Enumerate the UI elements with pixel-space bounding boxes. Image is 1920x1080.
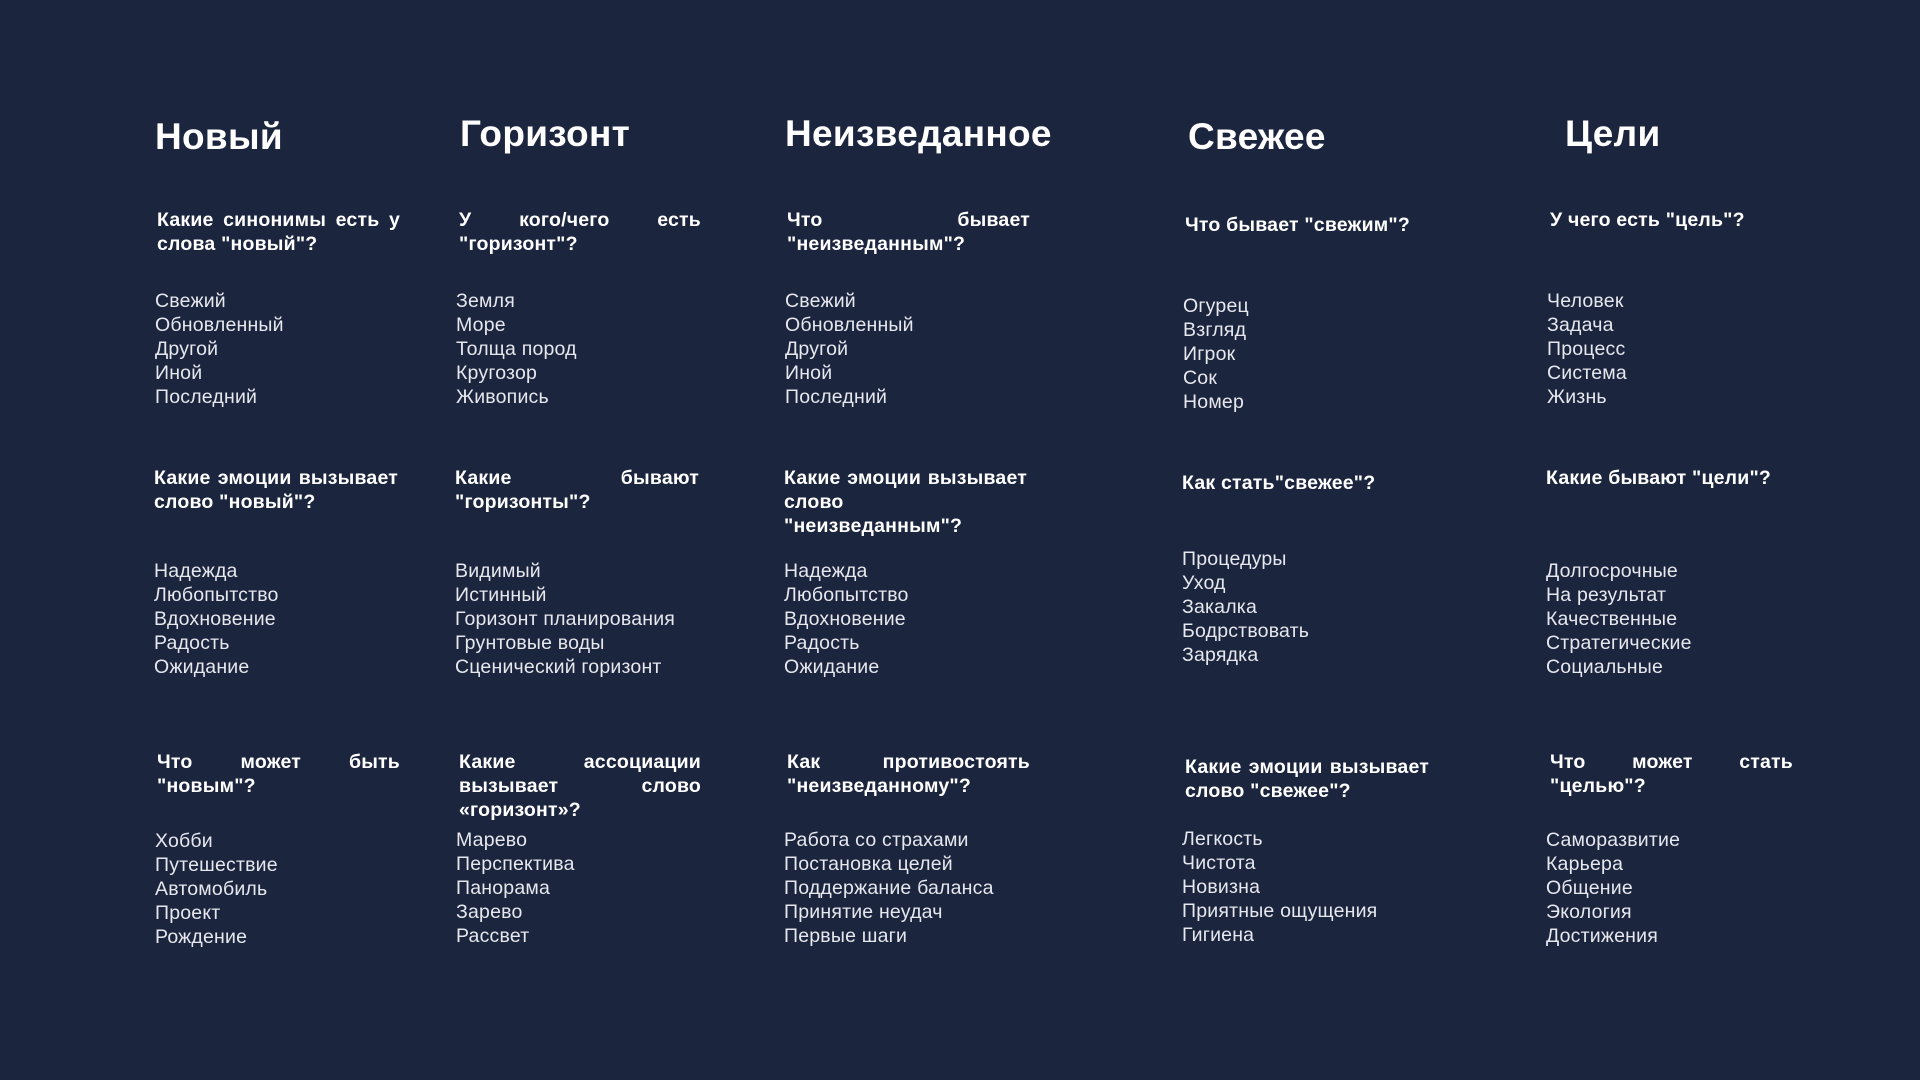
list-item: Человек — [1547, 290, 1624, 312]
list-item: Толща пород — [456, 338, 577, 360]
question: Какие эмоции вызывает слово "новый"? — [154, 467, 398, 513]
list-item: Социальные — [1546, 656, 1664, 678]
list-item: Карьера — [1546, 853, 1624, 875]
column-title: Цели — [1565, 113, 1661, 154]
list-item: Обновленный — [155, 314, 284, 336]
list-item: Ожидание — [784, 656, 880, 678]
list-item: Другой — [155, 338, 219, 360]
list-item: Бодрствовать — [1182, 620, 1310, 642]
column-title: Горизонт — [460, 113, 631, 154]
list-item: Рассвет — [456, 925, 530, 947]
answer-list — [784, 828, 994, 948]
question: Что бывает "свежим"? — [1185, 214, 1410, 236]
list-item: Земля — [456, 290, 515, 312]
answer-list — [1546, 559, 1692, 679]
list-item: Любопытство — [784, 584, 909, 606]
list-item: Легкость — [1182, 828, 1263, 850]
list-item: Приятные ощущения — [1182, 900, 1378, 922]
list-item: Марево — [456, 829, 528, 851]
list-item: Горизонт планирования — [455, 608, 676, 630]
question: Какие бывают "горизонты"? — [455, 467, 699, 513]
list-item: Закалка — [1182, 596, 1258, 618]
list-item: Уход — [1182, 572, 1226, 594]
list-item: Ожидание — [154, 656, 250, 678]
list-item: Поддержание баланса — [784, 877, 994, 899]
list-item: Достижения — [1546, 925, 1658, 947]
list-item: Кругозор — [456, 362, 538, 384]
list-item: Радость — [784, 632, 860, 654]
list-item: Обновленный — [785, 314, 914, 336]
question: У чего есть "цель"? — [1550, 209, 1745, 231]
answer-list — [784, 559, 909, 679]
list-item: Море — [456, 314, 506, 336]
list-item: Сок — [1183, 367, 1218, 389]
question: Как стать"свежее"? — [1182, 472, 1376, 494]
question: Что бывает "неизведанным"? — [787, 209, 1030, 255]
list-item: Автомобиль — [155, 878, 268, 900]
list-item: Другой — [785, 338, 849, 360]
question: Какие бывают "цели"? — [1546, 467, 1772, 489]
question: Какие синонимы есть у слова "новый"? — [157, 209, 400, 255]
list-item: Процесс — [1547, 338, 1626, 360]
list-item: Любопытство — [154, 584, 279, 606]
answer-list — [455, 559, 675, 679]
list-item: Живопись — [456, 386, 549, 408]
list-item: Взгляд — [1183, 319, 1247, 341]
list-item: Вдохновение — [154, 608, 276, 630]
list-item: Экология — [1546, 901, 1632, 923]
list-item: Перспектива — [456, 853, 575, 875]
list-item: Последний — [785, 386, 888, 408]
list-item: Надежда — [784, 560, 868, 582]
list-item: Иной — [155, 362, 203, 384]
answer-list — [456, 289, 577, 409]
list-item: Номер — [1183, 391, 1245, 413]
question: Какие эмоции вызывает слово "свежее"? — [1185, 756, 1429, 802]
column-title: Новый — [155, 116, 283, 157]
question: Какие ассоциации вызывает слово «горизонт»? — [459, 751, 701, 821]
question: Какие эмоции вызывает слово "неизведанным"? — [784, 467, 1027, 537]
answer-list — [155, 829, 278, 949]
answer-list — [1183, 294, 1249, 414]
list-item: Зарево — [456, 901, 523, 923]
answer-list — [154, 559, 279, 679]
list-item: Общение — [1546, 877, 1633, 899]
list-item: Хобби — [155, 830, 213, 852]
list-item: Радость — [154, 632, 230, 654]
list-item: Рождение — [155, 926, 248, 948]
question: У кого/чего есть "горизонт"? — [459, 209, 701, 255]
list-item: Игрок — [1183, 343, 1236, 365]
list-item: Свежий — [155, 290, 226, 312]
list-item: Чистота — [1182, 852, 1256, 874]
answer-list — [155, 289, 284, 409]
answer-list — [1182, 547, 1309, 667]
list-item: Иной — [785, 362, 833, 384]
list-item: Огурец — [1183, 295, 1249, 317]
list-item: Постановка целей — [784, 853, 953, 875]
list-item: Гигиена — [1182, 924, 1255, 946]
list-item: Путешествие — [155, 854, 278, 876]
list-item: Грунтовые воды — [455, 632, 605, 654]
answer-list — [1182, 827, 1377, 947]
list-item: Задача — [1547, 314, 1614, 336]
list-item: Саморазвитие — [1546, 829, 1681, 851]
question: Как противостоять "неизведанному"? — [787, 751, 1030, 797]
list-item: Жизнь — [1547, 386, 1607, 408]
question: Что может быть "новым"? — [157, 751, 400, 797]
list-item: Видимый — [455, 560, 541, 582]
list-item: Свежий — [785, 290, 856, 312]
list-item: Зарядка — [1182, 644, 1259, 666]
question: Что может стать "целью"? — [1550, 751, 1793, 797]
list-item: Система — [1547, 362, 1627, 384]
list-item: Долгосрочные — [1546, 560, 1678, 582]
list-item: Стратегические — [1546, 632, 1692, 654]
column-title: Неизведанное — [785, 113, 1052, 154]
list-item: Работа со страхами — [784, 829, 969, 851]
answer-list — [456, 828, 575, 948]
list-item: Первые шаги — [784, 925, 908, 947]
list-item: Принятие неудач — [784, 901, 943, 923]
list-item: На результат — [1546, 584, 1667, 606]
list-item: Панорама — [456, 877, 551, 899]
answer-list — [1546, 828, 1680, 948]
list-item: Истинный — [455, 584, 547, 606]
column-title: Свежее — [1188, 116, 1326, 157]
list-item: Надежда — [154, 560, 238, 582]
list-item: Процедуры — [1182, 548, 1287, 570]
list-item: Сценический горизонт — [455, 656, 662, 678]
answer-list — [785, 289, 914, 409]
list-item: Качественные — [1546, 608, 1678, 630]
list-item: Новизна — [1182, 876, 1261, 898]
list-item: Проект — [155, 902, 221, 924]
list-item: Вдохновение — [784, 608, 906, 630]
answer-list — [1547, 289, 1627, 409]
list-item: Последний — [155, 386, 258, 408]
